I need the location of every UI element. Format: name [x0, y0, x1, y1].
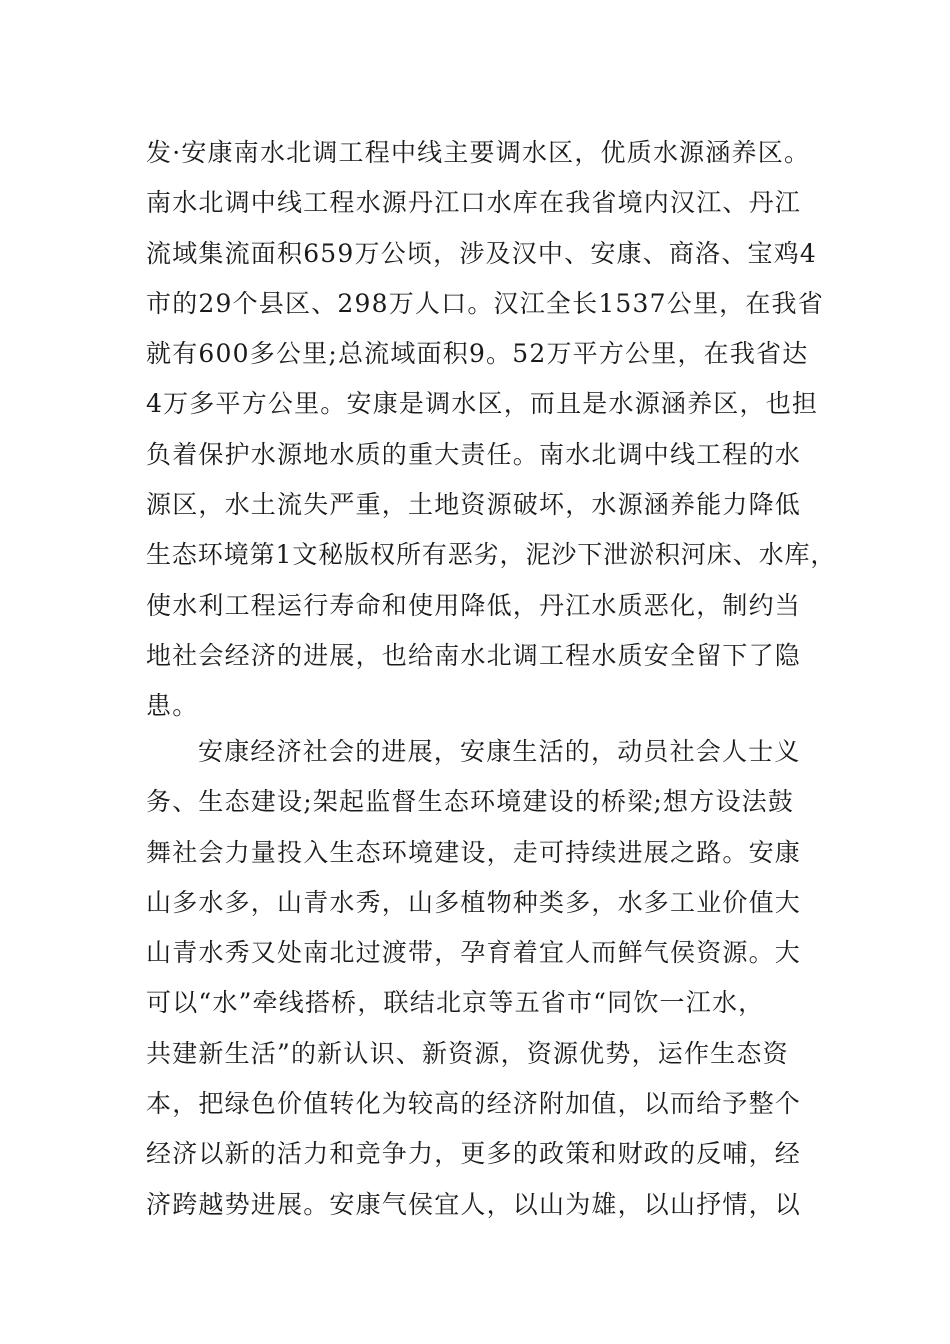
text-line: 经济以新的活力和竞争力，更多的政策和财政的反哺，经 — [146, 1139, 802, 1169]
text-line: 南水北调中线工程水源丹江口水库在我省境内汉江、丹江 — [146, 188, 802, 218]
text-line: 负着保护水源地水质的重大责任。南水北调中线工程的水 — [146, 439, 802, 469]
text-line: 务、生态建设;架起监督生态环境建设的桥梁;想方设法鼓 — [146, 787, 795, 817]
text-line: 使水利工程运行寿命和使用降低，丹江水质恶化，制约当 — [146, 590, 802, 620]
text-line: 地社会经济的进展，也给南水北调工程水质安全留下了隐 — [146, 640, 802, 670]
paragraph-2 — [146, 727, 836, 1230]
text-line: 济跨越势进展。安康气侯宜人，以山为雄，以山抒情，以 — [146, 1189, 802, 1219]
text-line: 山多水多，山青水秀，山多植物种类多，水多工业价值大 — [146, 887, 802, 917]
text-line: 舞社会力量投入生态环境建设，走可持续进展之路。安康 — [146, 837, 802, 867]
text-line: 4万多平方公里。安康是调水区，而且是水源涵养区，也担 — [146, 389, 819, 419]
text-line: 本，把绿色价值转化为较高的经济附加值，以而给予整个 — [146, 1089, 802, 1119]
text-line: 发·安康南水北调工程中线主要调水区，优质水源涵养区。 — [146, 138, 811, 167]
text-line: 流域集流面积659万公顷，涉及汉中、安康、商洛、宝鸡4 — [146, 238, 818, 268]
text-line: 可以“水”牵线搭桥，联结北京等五省市“同饮一江水， — [146, 988, 765, 1018]
paragraph-1 — [146, 128, 836, 732]
text-line: 山青水秀又处南北过渡带，孕育着宜人而鲜气侯资源。大 — [146, 938, 802, 968]
text-line: 患。 — [146, 691, 199, 721]
text-line: 市的29个县区、298万人口。汉江全长1537公里，在我省 — [146, 288, 824, 318]
text-line: 共建新生活”的新认识、新资源，资源优势，运作生态资 — [146, 1038, 789, 1068]
text-line: 就有600多公里;总流域面积9。52万平方公里，在我省达 — [146, 339, 809, 369]
text-line: 生态环境第1文秘版权所有恶劣，泥沙下泄淤积河床、水库， — [146, 540, 837, 570]
text-line-indented: 安康经济社会的进展，安康生活的，动员社会人士义 — [198, 737, 801, 766]
text-line: 源区，水土流失严重，土地资源破坏，水源涵养能力降低 — [146, 490, 802, 520]
